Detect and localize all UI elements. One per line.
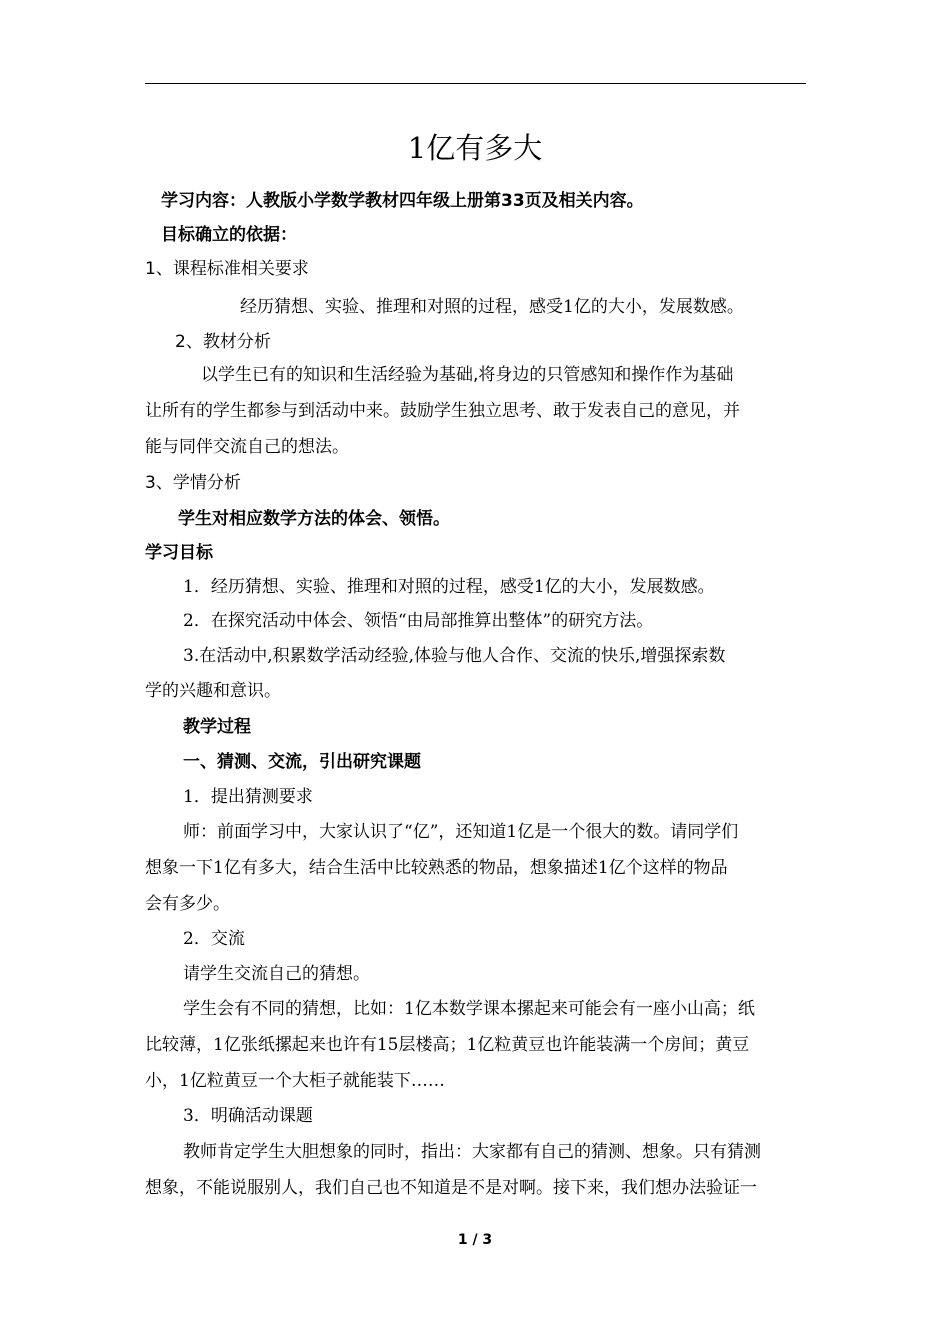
textbook-paragraph-line-1: 以学生已有的知识和生活经验为基础,将身边的只管感知和操作作为基础 [201,365,734,385]
guess-paragraph-line-2: 比较薄，1亿张纸摞起来也许有15层楼高；1亿粒黄豆也许能装满一个房间；黄豆 [145,1035,750,1055]
teaching-process-heading: 教学过程 [183,717,251,737]
teacher-paragraph-line-3: 会有多少。 [145,894,230,914]
goal-item-2: 2．在探究活动中体会、领悟“由局部推算出整体”的研究方法。 [183,611,654,631]
goal-item-3-line-1: 3.在活动中,积累数学活动经验,体验与他人合作、交流的快乐,增强探索数 [183,646,726,666]
learning-content: 学习内容：人教版小学数学教材四年级上册第33页及相关内容。 [161,191,644,211]
goal-item-3-line-2: 学的兴趣和意识。 [145,681,281,701]
page-number: 1 / 3 [457,1232,493,1248]
learning-goals-heading: 学习目标 [145,543,213,563]
textbook-paragraph-line-2: 让所有的学生都参与到活动中来。鼓励学生独立思考、敢于发表自己的意见，并 [145,401,740,421]
goal-item-1: 1．经历猜想、实验、推理和对照的过程，感受1亿的大小，发展数感。 [183,577,715,597]
sub-step-2: 2．交流 [183,929,245,949]
header-rule [145,83,806,84]
teacher-paragraph-line-1: 师：前面学习中，大家认识了“亿”，还知道1亿是一个很大的数。请同学们 [183,822,739,842]
sub-step-1: 1．提出猜测要求 [183,787,313,807]
clarify-paragraph-line-1: 教师肯定学生大胆想象的同时，指出：大家都有自己的猜测、想象。只有猜测 [183,1142,761,1162]
learner-text: 学生对相应数学方法的体会、领悟。 [178,509,450,529]
document-title: 1亿有多大 [407,131,543,165]
guess-paragraph-line-3: 小，1亿粒黄豆一个大柜子就能装下…… [145,1071,445,1091]
section-heading-curriculum: 1、课程标准相关要求 [145,259,309,279]
section-heading-learner: 3、学情分析 [145,473,241,493]
step-one-heading: 一、猜测、交流，引出研究课题 [183,752,421,772]
curriculum-text: 经历猜想、实验、推理和对照的过程，感受1亿的大小，发展数感。 [240,297,744,317]
sub-step-3: 3．明确活动课题 [183,1106,313,1126]
guess-paragraph-line-1: 学生会有不同的猜想，比如：1亿本数学课本摞起来可能会有一座小山高；纸 [183,999,755,1019]
textbook-paragraph-line-3: 能与同伴交流自己的想法。 [145,437,349,457]
teacher-paragraph-line-2: 想象一下1亿有多大，结合生活中比较熟悉的物品，想象描述1亿个这样的物品 [145,858,728,878]
exchange-text: 请学生交流自己的猜想。 [183,964,370,984]
goal-basis-heading: 目标确立的依据： [161,225,297,245]
section-heading-textbook: 2、教材分析 [175,332,271,352]
clarify-paragraph-line-2: 想象，不能说服别人，我们自己也不知道是不是对啊。接下来，我们想办法验证一 [145,1178,757,1198]
